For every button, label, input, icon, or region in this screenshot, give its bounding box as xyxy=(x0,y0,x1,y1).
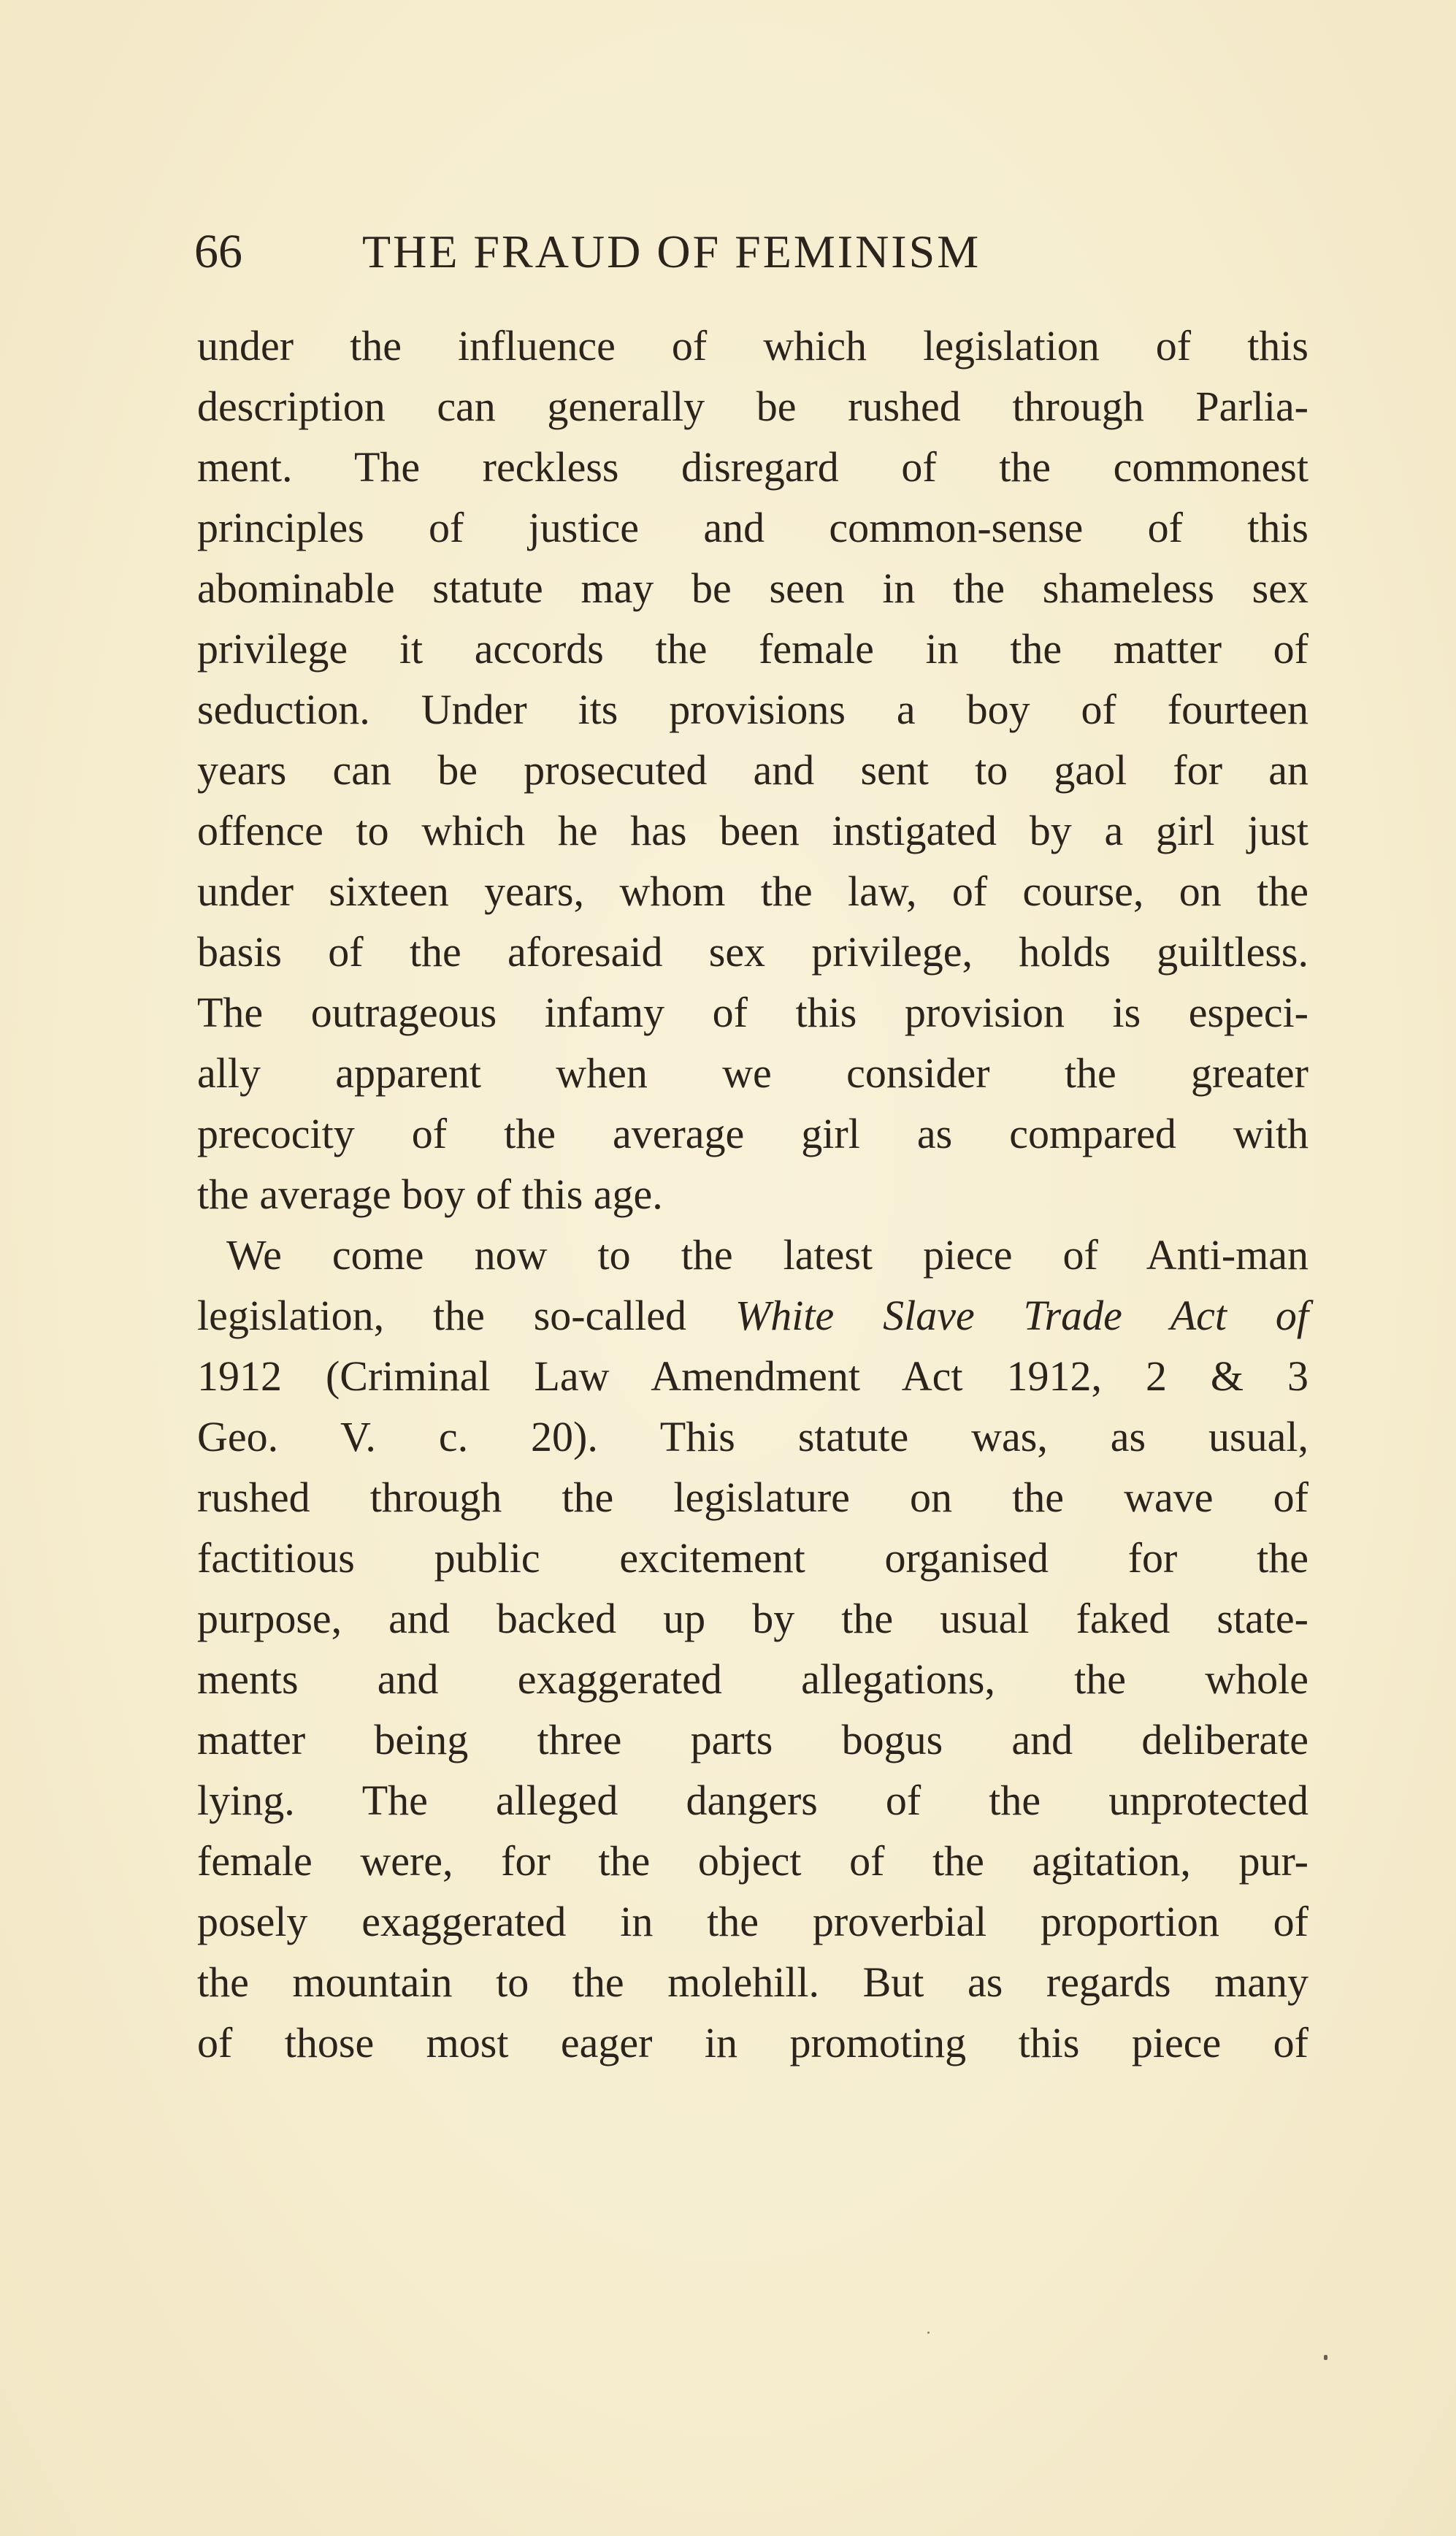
page-header xyxy=(194,219,1311,285)
text-line: the average boy of this age. xyxy=(197,1171,663,1218)
text-line: seduction. Under its provisions a boy of fourteen xyxy=(197,686,1309,733)
text-line xyxy=(197,1285,1309,1346)
text-line: posely exaggerated in the proverbial proportion of xyxy=(197,1898,1309,1945)
text-line: principles of justice and common-sense of this xyxy=(197,504,1309,551)
text-line: under the influence of which legislation of this xyxy=(197,322,1309,369)
paragraph xyxy=(197,315,1309,1225)
text-line: ment. The reckless disregard of the commonest xyxy=(197,443,1309,491)
act-title: White Slave Trade Act of xyxy=(735,1292,1309,1339)
text-fragment: legislation, the so-called xyxy=(197,1292,687,1339)
text-line: precocity of the average girl as compared with xyxy=(197,1110,1309,1157)
text-line: offence to which he has been instigated by a girl just xyxy=(197,807,1309,854)
text-line: years can be prosecuted and sent to gaol for an xyxy=(197,746,1309,794)
text-line: factitious public excitement organised for the xyxy=(197,1534,1309,1582)
text-line: 1912 (Criminal Law Amendment Act 1912, 2 & 3 xyxy=(197,1352,1309,1400)
text-line: Geo. V. c. 20). This statute was, as usual, xyxy=(197,1413,1309,1460)
text-line: under sixteen years, whom the law, of course, on the xyxy=(197,867,1309,915)
text-line: ments and exaggerated allegations, the whole xyxy=(197,1655,1309,1703)
text-line: of those most eager in promoting this piece of xyxy=(197,2019,1309,2066)
paper-speck xyxy=(1324,2355,1327,2360)
body-text xyxy=(197,315,1309,2073)
text-line: the mountain to the molehill. But as regards many xyxy=(197,1958,1309,2006)
paper-speck xyxy=(927,2332,930,2334)
text-line: privilege it accords the female in the matter of xyxy=(197,625,1309,673)
paragraph xyxy=(197,1225,1309,2073)
text-line: We come now to the latest piece of Anti-man xyxy=(226,1231,1309,1279)
text-line: basis of the aforesaid sex privilege, holds guiltless. xyxy=(197,928,1309,976)
page-number: 66 xyxy=(194,225,242,278)
running-title: THE FRAUD OF FEMINISM xyxy=(362,226,981,277)
text-line: female were, for the object of the agitation, pur- xyxy=(197,1837,1309,1885)
text-line: rushed through the legislature on the wave of xyxy=(197,1474,1309,1521)
text-line: purpose, and backed up by the usual faked state- xyxy=(197,1595,1309,1642)
text-line: ally apparent when we consider the greater xyxy=(197,1049,1309,1097)
text-line: The outrageous infamy of this provision is especi- xyxy=(197,989,1309,1036)
text-line: lying. The alleged dangers of the unprotected xyxy=(197,1777,1309,1824)
text-line: matter being three parts bogus and deliberate xyxy=(197,1716,1309,1763)
text-line: description can generally be rushed through Parlia- xyxy=(197,383,1309,430)
text-line: abominable statute may be seen in the shameless sex xyxy=(197,564,1309,612)
